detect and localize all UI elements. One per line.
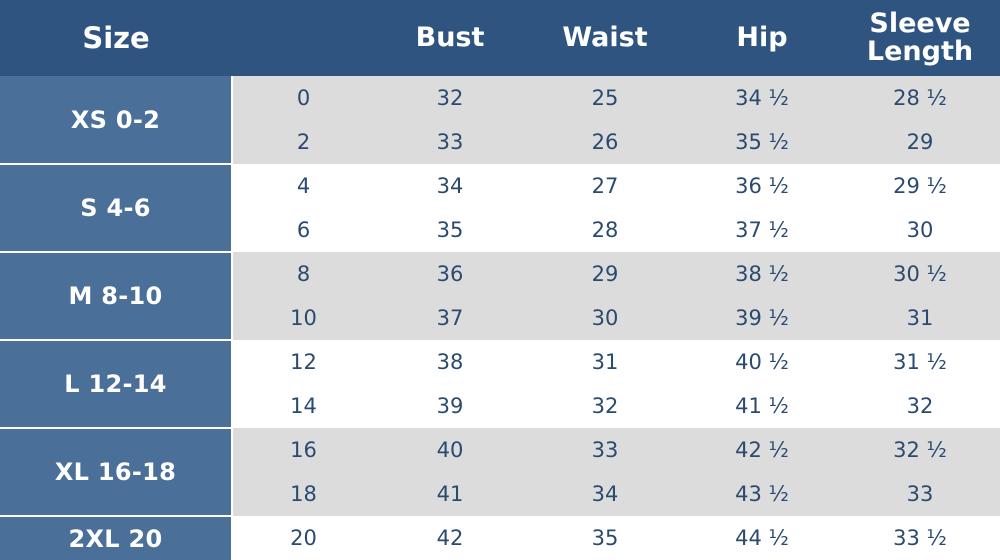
cell-bust: 40: [374, 428, 526, 472]
cell-sleeve-length: 28 ½: [840, 76, 1000, 120]
column-header-hip: Hip: [684, 0, 840, 76]
cell-waist: 31: [526, 340, 684, 384]
cell-hip: 42 ½: [684, 428, 840, 472]
cell-numeric-size: 0: [232, 76, 374, 120]
cell-waist: 33: [526, 428, 684, 472]
table-row: [0, 340, 1000, 384]
cell-numeric-size: 4: [232, 164, 374, 208]
cell-numeric-size: 14: [232, 384, 374, 428]
cell-numeric-size: 20: [232, 516, 374, 560]
table-row: [0, 252, 1000, 296]
column-header-bust: Bust: [374, 0, 526, 76]
cell-sleeve-length: 30 ½: [840, 252, 1000, 296]
cell-waist: 28: [526, 208, 684, 252]
table-body: [0, 76, 1000, 560]
cell-bust: 41: [374, 472, 526, 516]
table-header: [0, 0, 1000, 76]
size-group-label: XS 0-2: [0, 76, 232, 164]
cell-numeric-size: 18: [232, 472, 374, 516]
cell-sleeve-length: 30: [840, 208, 1000, 252]
header-row: [0, 0, 1000, 76]
table-row: [0, 76, 1000, 120]
cell-hip: 38 ½: [684, 252, 840, 296]
size-group-label: XL 16-18: [0, 428, 232, 516]
cell-sleeve-length: 29 ½: [840, 164, 1000, 208]
table-row: [0, 428, 1000, 472]
cell-waist: 25: [526, 76, 684, 120]
cell-sleeve-length: 32: [840, 384, 1000, 428]
cell-bust: 34: [374, 164, 526, 208]
cell-hip: 39 ½: [684, 296, 840, 340]
table-row: [0, 164, 1000, 208]
column-header-numeric-size: [232, 0, 374, 76]
cell-hip: 36 ½: [684, 164, 840, 208]
cell-numeric-size: 12: [232, 340, 374, 384]
cell-waist: 32: [526, 384, 684, 428]
cell-sleeve-length: 31: [840, 296, 1000, 340]
cell-bust: 32: [374, 76, 526, 120]
cell-numeric-size: 10: [232, 296, 374, 340]
cell-bust: 38: [374, 340, 526, 384]
column-header-waist: Waist: [526, 0, 684, 76]
cell-waist: 35: [526, 516, 684, 560]
cell-hip: 41 ½: [684, 384, 840, 428]
cell-numeric-size: 2: [232, 120, 374, 164]
cell-bust: 35: [374, 208, 526, 252]
cell-waist: 30: [526, 296, 684, 340]
size-group-label: L 12-14: [0, 340, 232, 428]
cell-bust: 37: [374, 296, 526, 340]
cell-hip: 40 ½: [684, 340, 840, 384]
cell-waist: 29: [526, 252, 684, 296]
cell-hip: 35 ½: [684, 120, 840, 164]
cell-numeric-size: 6: [232, 208, 374, 252]
cell-sleeve-length: 33 ½: [840, 516, 1000, 560]
cell-hip: 43 ½: [684, 472, 840, 516]
table-row: [0, 516, 1000, 560]
cell-bust: 33: [374, 120, 526, 164]
cell-bust: 42: [374, 516, 526, 560]
column-header-size: Size: [0, 0, 232, 76]
cell-sleeve-length: 33: [840, 472, 1000, 516]
cell-sleeve-length: 31 ½: [840, 340, 1000, 384]
cell-bust: 39: [374, 384, 526, 428]
cell-hip: 34 ½: [684, 76, 840, 120]
size-group-label: 2XL 20: [0, 516, 232, 560]
cell-sleeve-length: 29: [840, 120, 1000, 164]
cell-waist: 34: [526, 472, 684, 516]
cell-waist: 26: [526, 120, 684, 164]
size-group-label: S 4-6: [0, 164, 232, 252]
cell-sleeve-length: 32 ½: [840, 428, 1000, 472]
column-header-sleeve-length: Sleeve Length: [840, 0, 1000, 76]
cell-numeric-size: 8: [232, 252, 374, 296]
cell-waist: 27: [526, 164, 684, 208]
cell-numeric-size: 16: [232, 428, 374, 472]
cell-hip: 44 ½: [684, 516, 840, 560]
cell-bust: 36: [374, 252, 526, 296]
cell-hip: 37 ½: [684, 208, 840, 252]
size-group-label: M 8-10: [0, 252, 232, 340]
